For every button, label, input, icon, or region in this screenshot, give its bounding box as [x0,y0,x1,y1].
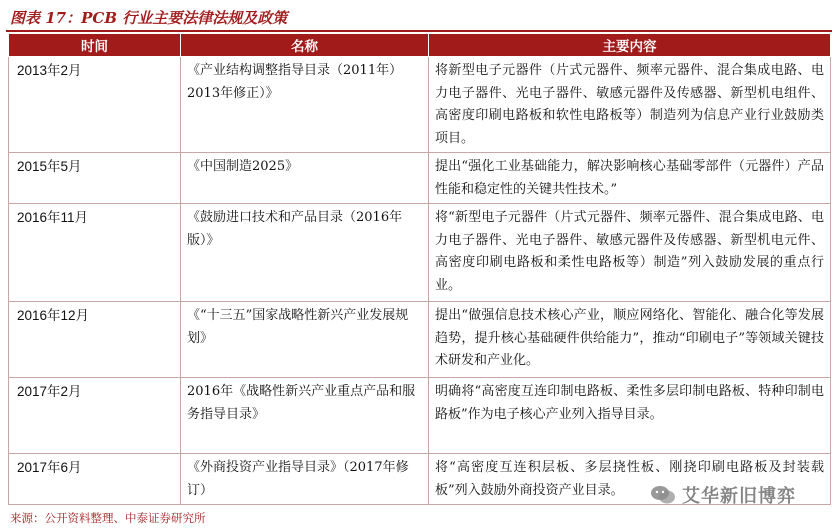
table-row [9,153,831,204]
table-row [9,378,831,454]
table-row [9,57,831,153]
cell-name: 《“十三五”国家战略性新兴产业发展规划》 [181,302,429,378]
figure-title: 图表 17：PCB 行业主要法律法规及政策 [10,9,288,27]
cell-name: 《产业结构调整指导目录（2011年）2013年修正）》 [181,57,429,153]
cell-content: 提出“做强信息技术核心产业，顺应网络化、智能化、融合化等发展趋势，提升核心基础硬件供给能力”，推动“印刷电子”等领域关键技术研发和产业化。 [429,302,831,378]
policy-table [8,33,831,505]
cell-name: 《外商投资产业指导目录》（2017年修订） [181,454,429,505]
cell-content: 将“新型电子元器件（片式元器件、频率元器件、混合集成电路、电力电子器件、光电子器件、敏感元器件及传感器、新型机电元件、高密度印刷电路板和柔性电路板等）制造”列入鼓励发展的重点行业。 [429,204,831,302]
header-time: 时间 [9,34,181,57]
cell-time: 2015年5月 [9,153,181,204]
table-row [9,204,831,302]
header-content: 主要内容 [429,34,831,57]
source-note: 来源：公开资料整理、中泰证券研究所 [10,511,206,525]
cell-time: 2017年6月 [9,454,181,505]
cell-content: 明确将“高密度互连印制电路板、柔性多层印制电路板、特种印制电路板”作为电子核心产业列入指导目录。 [429,378,831,454]
header-name: 名称 [181,34,429,57]
watermark [650,482,796,508]
wechat-icon [650,484,676,506]
cell-time: 2016年11月 [9,204,181,302]
table-header-row [9,34,831,57]
cell-time: 2017年2月 [9,378,181,454]
cell-name: 2016年《战略性新兴产业重点产品和服务指导目录》 [181,378,429,454]
cell-content: 将“高密度互连积层板、多层挠性板、刚挠印刷电路板及封装载板”列入鼓励外商投资产业目录。 [429,454,831,505]
cell-name: 《中国制造2025》 [181,153,429,204]
cell-time: 2013年2月 [9,57,181,153]
watermark-text: 艾华新旧博弈 [682,486,796,507]
cell-content: 提出“强化工业基础能力，解决影响核心基础零部件（元器件）产品性能和稳定性的关键共性技术。” [429,153,831,204]
cell-time: 2016年12月 [9,302,181,378]
cell-name: 《鼓励进口技术和产品目录（2016年版）》 [181,204,429,302]
table-row [9,302,831,378]
figure-title-bar [6,4,832,32]
cell-content: 将新型电子元器件（片式元器件、频率元器件、混合集成电路、电力电子器件、光电子器件、敏感元器件及传感器、新型机电组件、高密度印刷电路板和软性电路板等）制造列为信息产业行业鼓励类项目。 [429,57,831,153]
